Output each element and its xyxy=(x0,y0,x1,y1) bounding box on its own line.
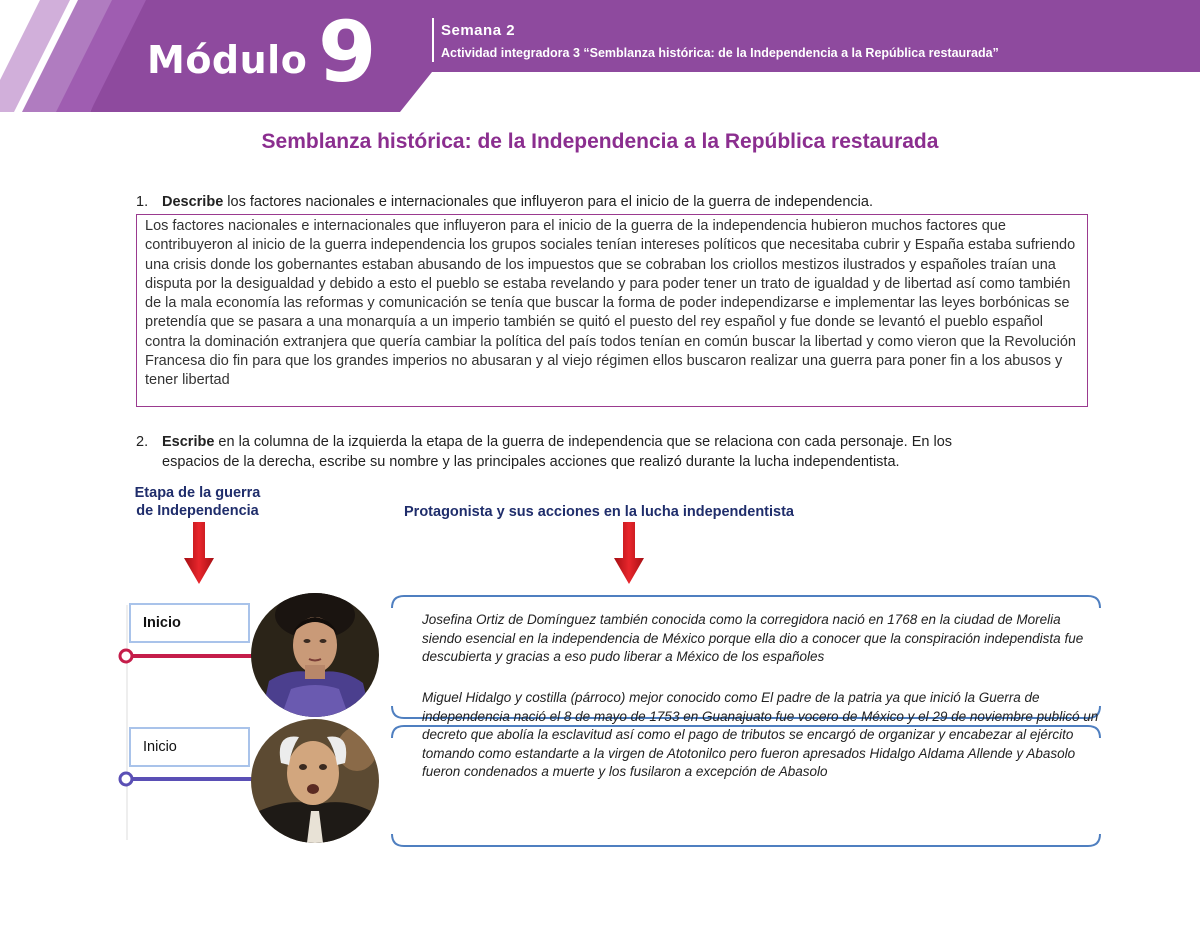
stage-header-line2: de Independencia xyxy=(136,503,259,519)
question-1-verb: Describe xyxy=(162,194,224,210)
question-2-text-line1: en la columna de la izquierda la etapa de la guerra de independencia que se relaciona con cada personaje. En los xyxy=(214,434,953,450)
answer-1-textbox[interactable]: Los factores nacionales e internacionales que influyeron para el inicio de la guerra de la independencia hubieron muchos factores que contribuyeron al inicio de la guerra independencia los grupos sociales tenían intereses políticos que necesitaba cubrir y España estaba sufriendo una crisis donde los gobernantes estaban abusando de los impuestos que se cobraban los criollos mestizos ilustrados y españoles traían una disputa por la desigualdad y debido a esto el pueblo se estaba revelando y para poder tener un trato de igualdad y de libertad así como también de la mala economía las reformas y comunicación se tenía que buscar la forma de poder independizarse e implementar las leyes borbónicas se pretendía que se pasara a una monarquía a un imperio también se quitó el puesto del rey español y fue donde se levantó el pueblo español contra la dominación extranjera que quería cambiar la política del país todos tenían en común buscar la libertad y como vieron que la Revolución Francesa dio fin para que los grandes imperios no abusaran y al viejo régimen ellos buscaron realizar una guerra para poner fin a los abusos y tener libertad xyxy=(136,214,1088,407)
activity-title: Actividad integradora 3 “Semblanza histórica: de la Independencia a la República restaurada” xyxy=(441,46,999,60)
question-2-verb: Escribe xyxy=(162,434,215,450)
protagonist-description-2[interactable]: Miguel Hidalgo y costilla (párroco) mejor conocido como El padre de la patria ya que inició la Guerra de independencia nació el 8 de mayo de 1753 en Guanajuato fue vocero de México y el 29 de noviembre publicó un decreto que abolía la esclavitud así como el pago de tributos se encargó de organizar y encabezar al ejército tomando como estandarte a la virgen de Atotonilco pero fueron apresados Hidalgo Aldama Allende y Abasolo fueron condenados a muerte y los fusilaron a excepción de Abasolo xyxy=(422,690,1099,779)
stage-input-1[interactable]: Inicio xyxy=(129,603,250,643)
week-label: Semana 2 xyxy=(441,22,516,39)
question-1-number: 1. xyxy=(136,194,149,210)
stage-header-line1: Etapa de la guerra xyxy=(134,485,261,501)
module-label: Módulo xyxy=(147,38,308,82)
question-1-text: los factores nacionales e internacionales que influyeron para el inicio de la guerra de independencia. xyxy=(223,194,873,210)
page-title: Semblanza histórica: de la Independencia a la República restaurada xyxy=(261,130,939,153)
question-2-number: 2. xyxy=(136,434,149,450)
question-2-text-line2: espacios de la derecha, escribe su nombre y las principales acciones que realizó durante la lucha independentista. xyxy=(162,454,900,470)
stage-input-2[interactable]: Inicio xyxy=(129,727,250,767)
protagonist-column-header: Protagonista y sus acciones en la lucha independentista xyxy=(404,504,794,520)
protagonist-description-1[interactable]: Josefina Ortiz de Domínguez también conocida como la corregidora nació en 1768 en la ciudad de Morelia siendo esencial en la independencia de México porque ella dio a conocer que la conspiración independista fue descubierta y gracias a eso pudo liberar a México de los españoles xyxy=(422,612,1084,664)
module-number: 9 xyxy=(318,3,377,101)
